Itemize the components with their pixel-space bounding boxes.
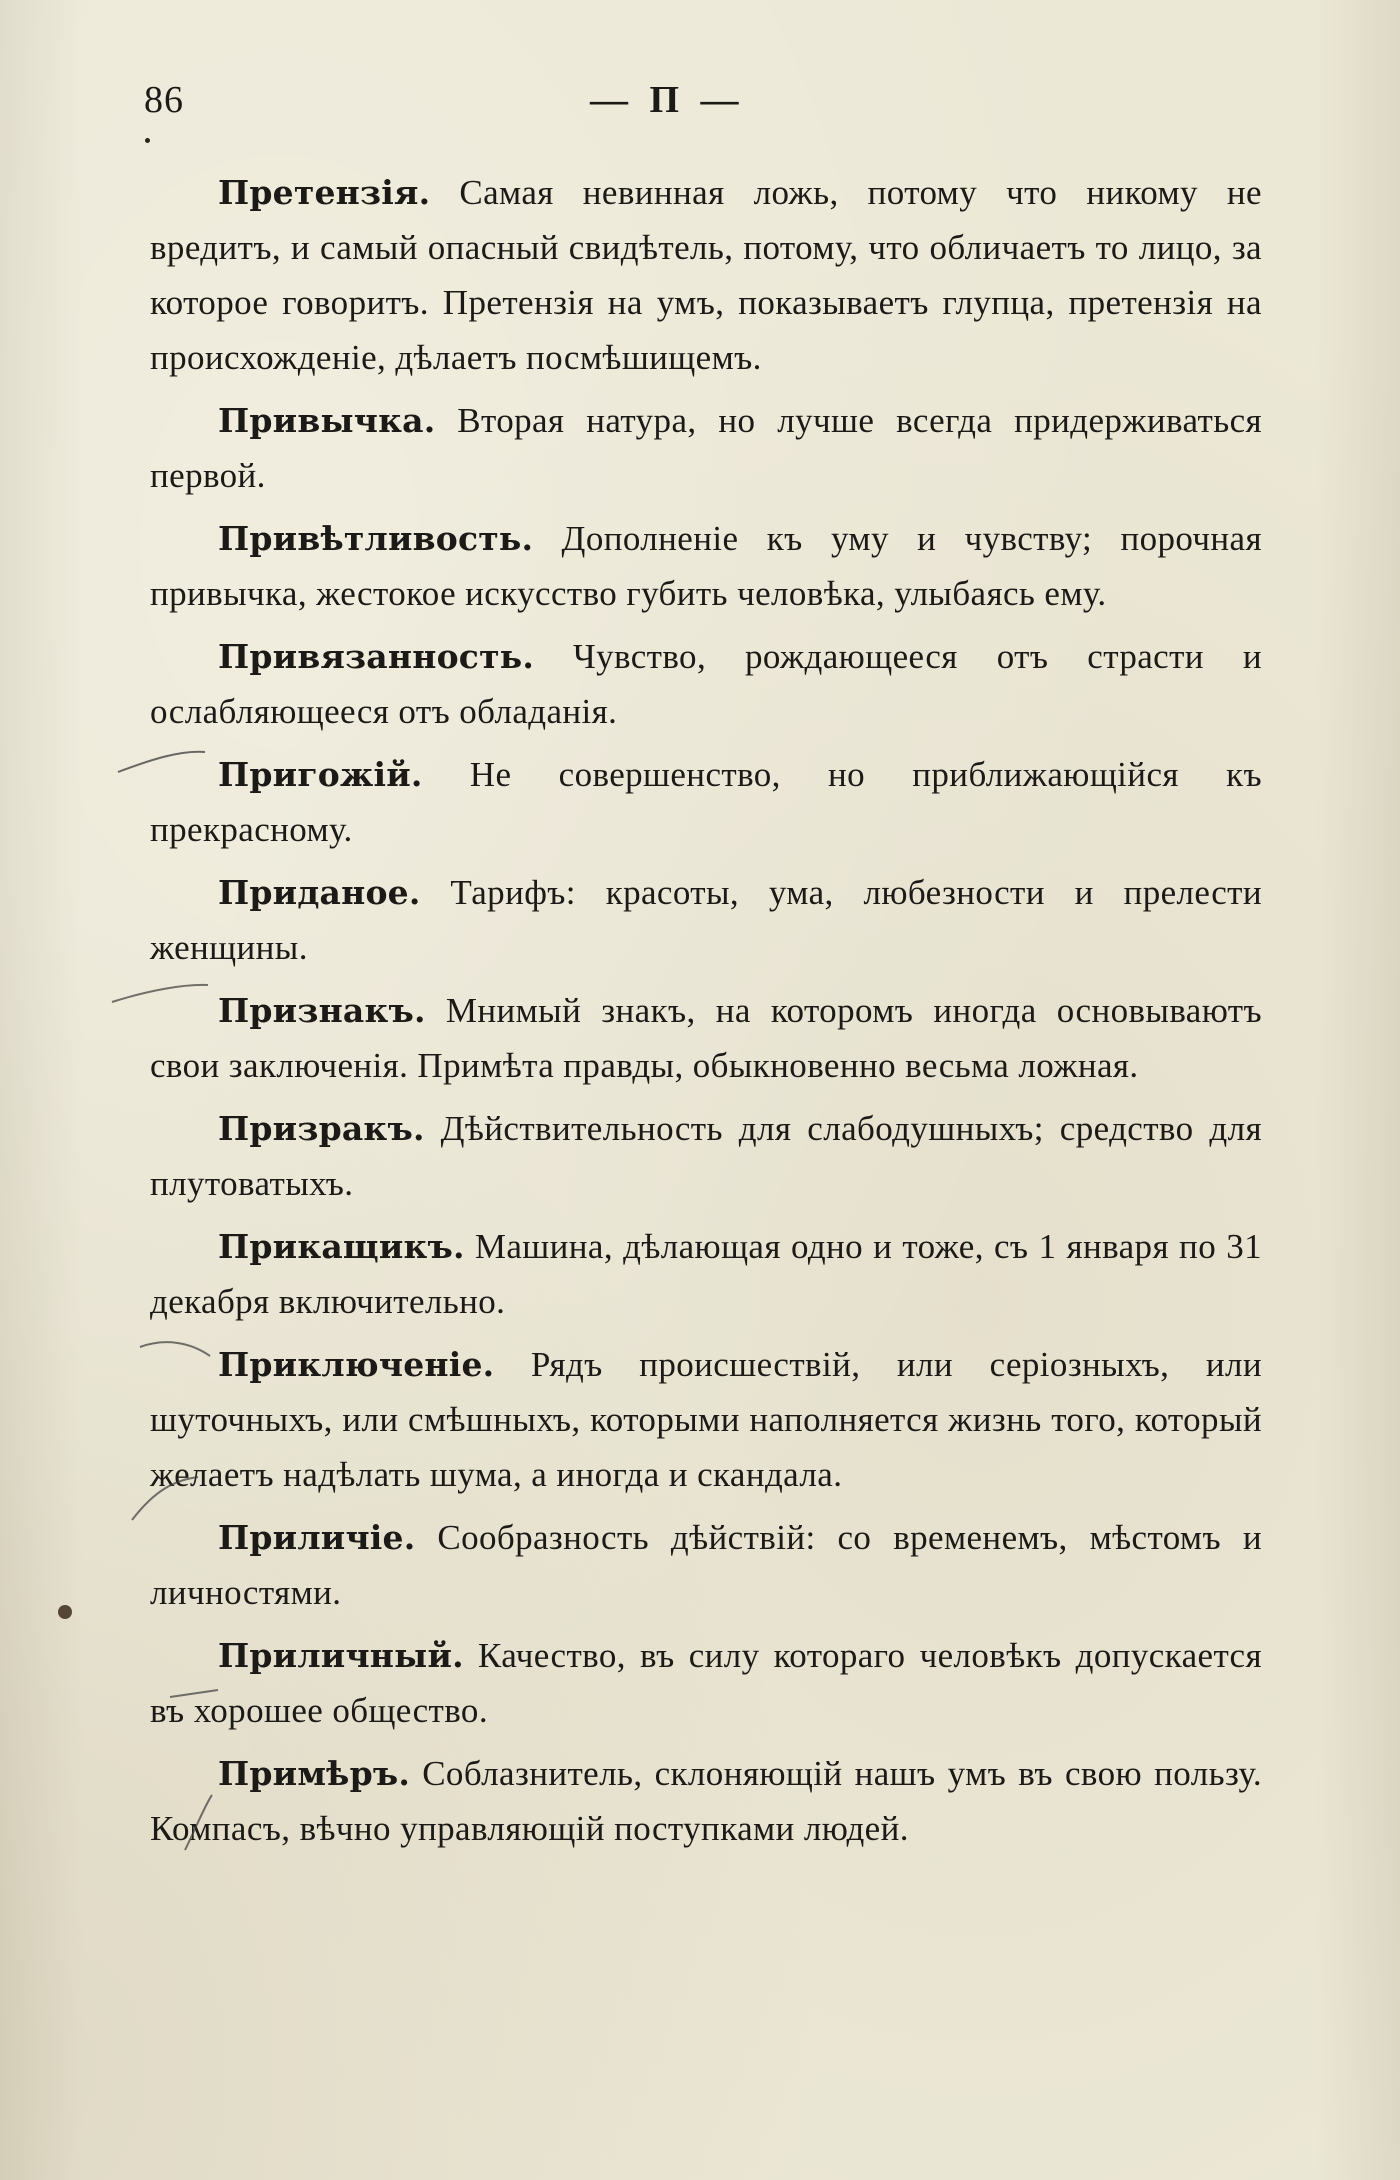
page-header (140, 78, 1270, 138)
entry-term: Примѣръ. (218, 1754, 411, 1793)
entry-term: Привѣтливость. (218, 519, 534, 558)
entry-prilichie (150, 1510, 1262, 1620)
entry-term: Приключеніе. (218, 1345, 495, 1384)
entry-term: Претензія. (218, 173, 431, 212)
running-head: — П — (590, 79, 745, 121)
entry-term: Пригожій. (218, 755, 423, 794)
entry-term: Привычка. (218, 401, 436, 440)
entry-prigozhiy (150, 747, 1262, 857)
dictionary-entries (150, 165, 1262, 1864)
entry-term: Прикащикъ. (218, 1227, 465, 1266)
page-number: 86 (144, 79, 184, 121)
entry-definition: Чувство, рождающееся отъ страсти и ослабляющееся отъ обладанія. (150, 637, 1262, 731)
entry-prilichny (150, 1628, 1262, 1738)
ink-dot (145, 138, 150, 143)
ink-spot (58, 1605, 72, 1619)
entry-prizrak (150, 1101, 1262, 1211)
entry-term: Признакъ. (218, 991, 426, 1030)
entry-definition: Сообразность дѣйствій: со временемъ, мѣстомъ и личностями. (150, 1518, 1262, 1612)
entry-privyazannost (150, 629, 1262, 739)
entry-term: Привязанность. (218, 637, 535, 676)
entry-term: Приданое. (218, 873, 421, 912)
entry-term: Призракъ. (218, 1109, 425, 1148)
entry-definition: Дѣйствительность для слабодушныхъ; средство для плутоватыхъ. (150, 1109, 1262, 1203)
entry-primer (150, 1746, 1262, 1856)
entry-definition: Соблазнитель, склоняющій нашъ умъ въ свою пользу. Компасъ, вѣчно управляющій поступками людей. (150, 1754, 1262, 1848)
entry-priznak (150, 983, 1262, 1093)
entry-definition: Тарифъ: красоты, ума, любезности и прелести женщины. (150, 873, 1262, 967)
entry-definition: Мнимый знакъ, на которомъ иногда основываютъ свои заключенія. Примѣта правды, обыкновенно весьма ложная. (150, 991, 1262, 1085)
entry-privychka (150, 393, 1262, 503)
entry-definition: Вторая натура, но лучше всегда придерживаться первой. (150, 401, 1262, 495)
entry-definition: Машина, дѣлающая одно и тоже, съ 1 января по 31 декабря включительно. (150, 1227, 1262, 1321)
entry-pretenziya (150, 165, 1262, 385)
entry-privetlivost (150, 511, 1262, 621)
entry-prikashchik (150, 1219, 1262, 1329)
entry-definition: Не совершенство, но приближающійся къ прекрасному. (150, 755, 1262, 849)
entry-term: Приличный. (218, 1636, 464, 1675)
entry-priklyuchenie (150, 1337, 1262, 1502)
entry-term: Приличіе. (218, 1518, 416, 1557)
entry-pridanoe (150, 865, 1262, 975)
entry-definition: Качество, въ силу котораго человѣкъ допускается въ хорошее общество. (150, 1636, 1262, 1730)
entry-definition: Рядъ происшествій, или серіозныхъ, или шуточныхъ, или смѣшныхъ, которыми наполняется жизнь того, который желаетъ надѣлать шума, а иногда и скандала. (150, 1345, 1262, 1494)
entry-definition: Дополненіе къ уму и чувству; порочная привычка, жестокое искусство губить человѣка, улыбаясь ему. (150, 519, 1262, 613)
entry-definition: Самая невинная ложь, потому что никому не вредитъ, и самый опасный свидѣтель, потому, что обличаетъ то лицо, за которое говоритъ. Претензія на умъ, показываетъ глупца, претензія на происхожденіе, дѣлаетъ посмѣшищемъ. (150, 173, 1262, 377)
